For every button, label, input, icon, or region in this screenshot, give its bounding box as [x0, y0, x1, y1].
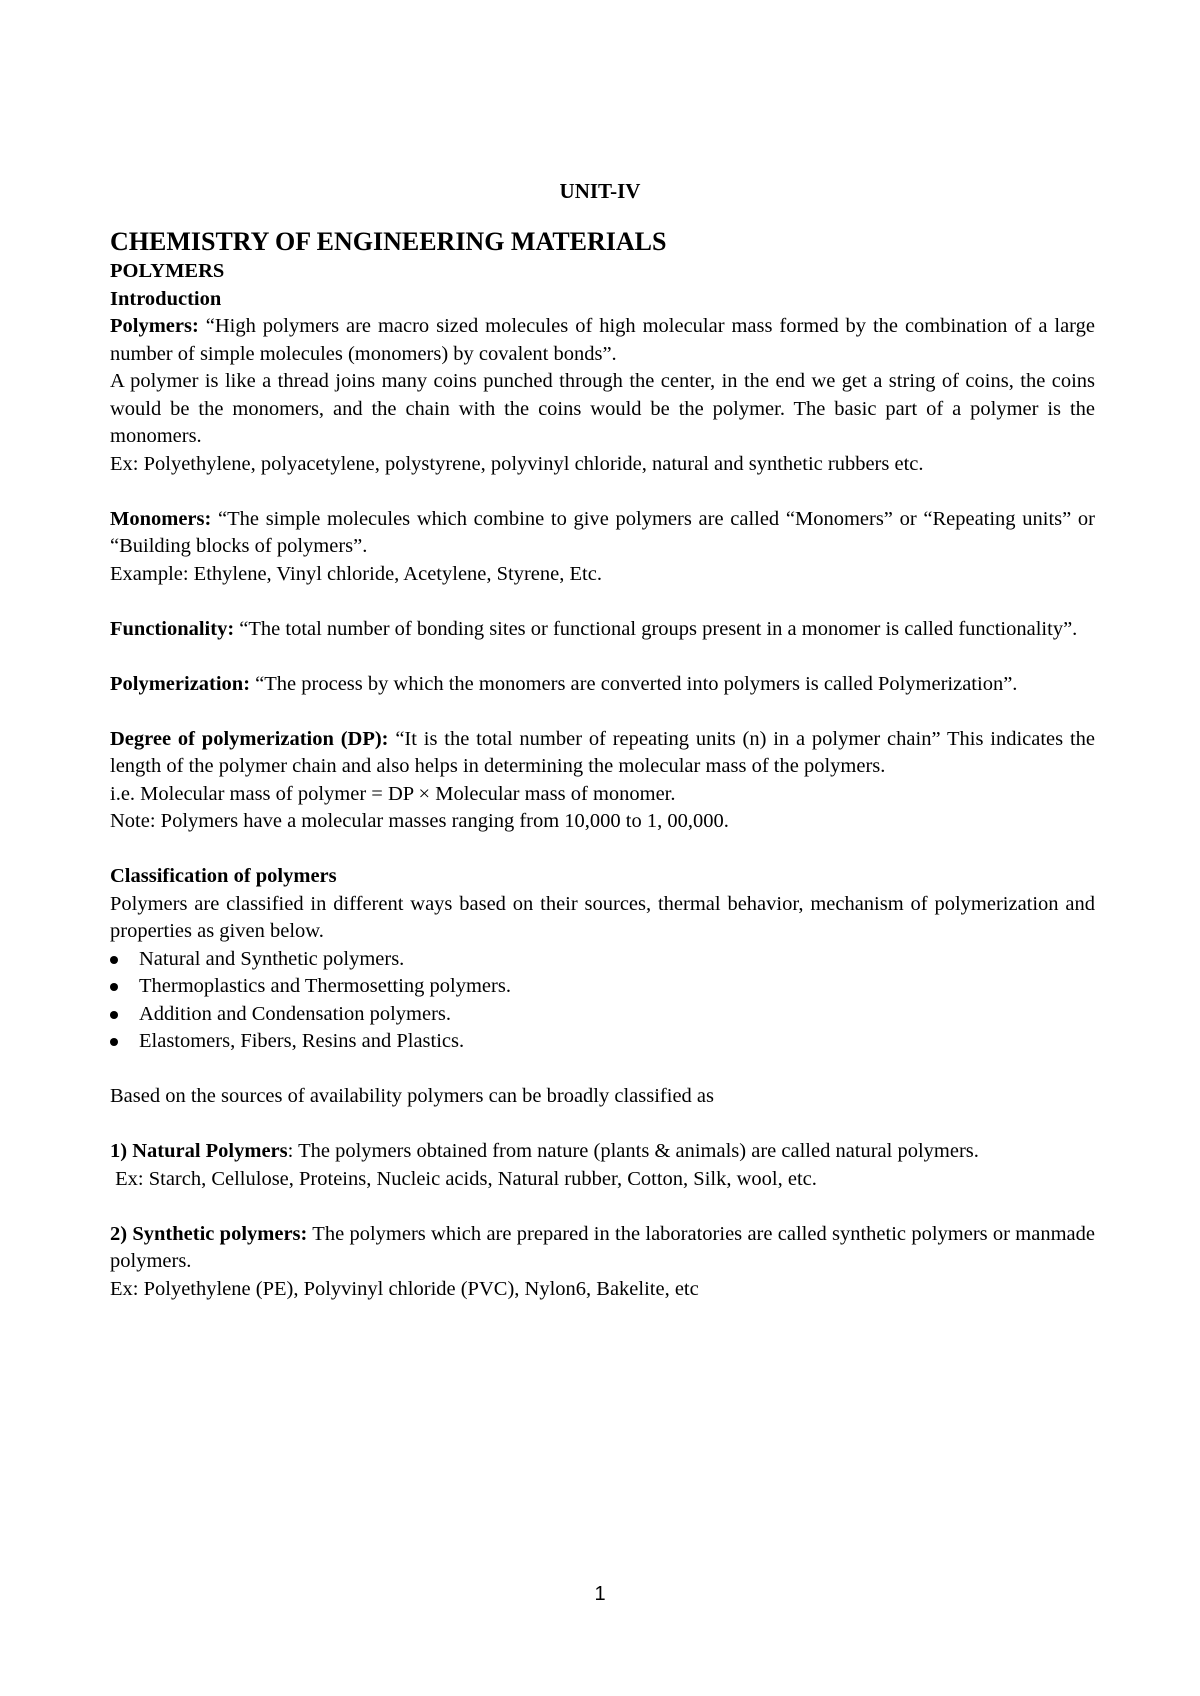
dp-formula: i.e. Molecular mass of polymer = DP × Molecular mass of monomer. — [110, 782, 676, 805]
monomers-definition — [110, 506, 1095, 561]
functionality-definition — [110, 616, 1095, 644]
paragraph-gap — [110, 1056, 1095, 1084]
polymerization-definition-text: “The process by which the monomers are converted into polymers is called Polymerization”. — [250, 672, 1018, 695]
unit-heading: UNIT-IV — [559, 179, 641, 203]
dp-definition — [110, 726, 1095, 781]
dp-note: Note: Polymers have a molecular masses ranging from 10,000 to 1, 00,000. — [110, 810, 729, 832]
polymer-analogy: A polymer is like a thread joins many coins punched through the center, in the end we get a string of coins, the coins would be the monomers, and the chain with the coins would be the polymer. The basic part of a polymer is the monomers. — [110, 370, 1095, 447]
polymerization-definition — [110, 671, 1095, 699]
polymer-examples: Ex: Polyethylene, polyacetylene, polystyrene, polyvinyl chloride, natural and synthetic rubbers etc. — [110, 452, 924, 475]
document-body — [110, 226, 1095, 1303]
list-item: Elastomers, Fibers, Resins and Plastics. — [110, 1028, 1095, 1056]
section-title: POLYMERS — [110, 260, 225, 282]
paragraph-gap — [110, 836, 1095, 864]
polymers-definition — [110, 313, 1095, 368]
synthetic-polymers-examples: Ex: Polyethylene (PE), Polyvinyl chloride (PVC), Nylon6, Bakelite, etc — [110, 1277, 699, 1300]
dp-definition-text: “It is the total number of repeating units (n) in a polymer chain” This indicates the length of the polymer chain and also helps in determining the molecular mass of the polymers. — [110, 727, 1095, 777]
polymerization-term: Polymerization: — [110, 672, 251, 695]
monomers-definition-text: “The simple molecules which combine to give polymers are called “Monomers” or “Repeating units” or “Building blocks of polymers”. — [110, 507, 1095, 557]
natural-polymers-term: 1) Natural Polymers — [110, 1140, 288, 1162]
paragraph-gap — [110, 478, 1095, 506]
natural-polymers-examples: Ex: Starch, Cellulose, Proteins, Nucleic acids, Natural rubber, Cotton, Silk, wool, etc. — [110, 1167, 817, 1190]
paragraph-gap — [110, 1193, 1095, 1221]
functionality-definition-text: “The total number of bonding sites or functional groups present in a monomer is called functionality”. — [234, 617, 1078, 640]
synthetic-polymers-text: The polymers which are prepared in the laboratories are called synthetic polymers or manmade polymers. — [110, 1222, 1095, 1272]
natural-polymers-definition — [110, 1138, 1095, 1166]
paragraph-gap — [110, 1111, 1095, 1139]
natural-polymers-text: : The polymers obtained from nature (plants & animals) are called natural polymers. — [287, 1140, 979, 1162]
classification-intro: Polymers are classified in different ways based on their sources, thermal behavior, mechanism of polymerization and properties as given below. — [110, 892, 1095, 942]
intro-heading: Introduction — [110, 287, 222, 310]
paragraph-gap — [110, 643, 1095, 671]
synthetic-polymers-term: 2) Synthetic polymers: — [110, 1222, 308, 1245]
list-item: Natural and Synthetic polymers. — [110, 946, 1095, 974]
synthetic-polymers-definition — [110, 1221, 1095, 1276]
paragraph-gap — [110, 698, 1095, 726]
functionality-term: Functionality: — [110, 617, 235, 640]
polymers-definition-text: “High polymers are macro sized molecules of high molecular mass formed by the combination of a large number of simple molecules (monomers) by covalent bonds”. — [110, 315, 1095, 365]
list-item: Thermoplastics and Thermosetting polymers. — [110, 973, 1095, 1001]
dp-term: Degree of polymerization (DP): — [110, 727, 389, 750]
monomer-examples: Example: Ethylene, Vinyl chloride, Acetylene, Styrene, Etc. — [110, 562, 602, 585]
sources-intro: Based on the sources of availability polymers can be broadly classified as — [110, 1085, 714, 1107]
main-title: CHEMISTRY OF ENGINEERING MATERIALS — [110, 227, 667, 256]
list-item: Addition and Condensation polymers. — [110, 1001, 1095, 1029]
page-number: 1 — [594, 1583, 606, 1605]
classification-heading: Classification of polymers — [110, 865, 337, 887]
polymers-term: Polymers: — [110, 315, 199, 337]
monomers-term: Monomers: — [110, 507, 212, 530]
classification-list — [110, 946, 1095, 1056]
paragraph-gap — [110, 588, 1095, 616]
